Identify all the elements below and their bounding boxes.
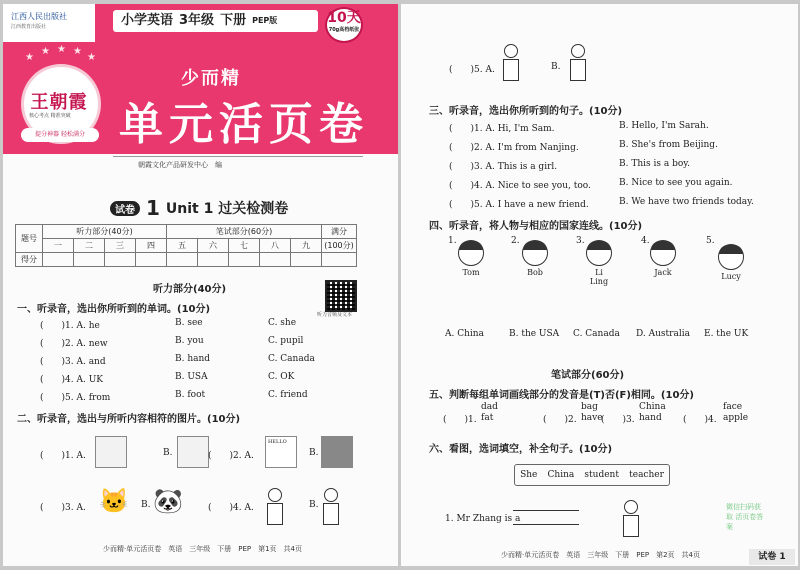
test-heading (110, 196, 288, 220)
score-cell[interactable] (167, 253, 198, 267)
grade-label: 3年级 (179, 13, 215, 28)
score-table-total: 满分 (322, 225, 357, 239)
country-option[interactable]: D. Australia (636, 329, 690, 339)
kid-number: 2. (511, 236, 520, 246)
q2-item-b: B. (141, 500, 151, 510)
q1-option-b: B. USA (175, 372, 208, 382)
q1-option-a: ( )2. A. new (40, 339, 108, 349)
page-footer: 少而精·单元活页卷 英语 三年级 下册 PEP 第1页 共4页 (103, 545, 302, 553)
term-label: 下册 (220, 13, 247, 28)
star-icon: ★ (25, 52, 34, 63)
star-icon: ★ (73, 46, 82, 57)
q1-option-b: B. see (175, 318, 203, 328)
score-col: 四 (136, 239, 167, 253)
answer-blank[interactable] (513, 510, 579, 511)
q1-option-b: B. you (175, 336, 204, 346)
country-option[interactable]: B. the USA (509, 329, 560, 339)
q2-item-b: B. (309, 448, 319, 458)
kid-number: 5. (706, 236, 715, 246)
star-icon: ★ (57, 44, 66, 55)
title-banner (3, 4, 398, 154)
boy-figure (501, 44, 521, 81)
kid-number: 1. (448, 236, 457, 246)
score-cell[interactable] (105, 253, 136, 267)
q1-option-b: B. foot (175, 390, 206, 400)
kid-tom: Tom (457, 240, 485, 277)
score-cell[interactable] (136, 253, 167, 267)
q1-option-a: ( )1. A. he (40, 321, 100, 331)
subject-bar (113, 10, 318, 32)
kid-number: 3. (576, 236, 585, 246)
q2-item-b: B. (309, 500, 319, 510)
score-col: 五 (167, 239, 198, 253)
q2-item: ( )5. A. (449, 65, 495, 75)
word-bank-item: China (547, 470, 575, 480)
q2-item: ( )4. A. (208, 503, 254, 513)
test-title: Unit 1 过关检测卷 (165, 201, 289, 217)
score-col: 一 (43, 239, 74, 253)
q1-option-c: C. OK (268, 372, 295, 382)
score-col: 二 (74, 239, 105, 253)
star-icon: ★ (41, 46, 50, 57)
score-row-label: 得分 (16, 253, 43, 267)
test-number: 1 (146, 196, 160, 220)
q5-word-pair: face apple (723, 402, 749, 423)
score-col: 六 (198, 239, 229, 253)
teacher-picture (321, 436, 353, 468)
kid-bob: Bob (521, 240, 549, 277)
hello-board-text: HELLO (268, 439, 287, 445)
score-cell[interactable] (260, 253, 291, 267)
kid-li-ling: Li Ling (585, 240, 613, 286)
score-table-header: 题号 (16, 225, 43, 253)
q2-item: ( )2. A. (208, 451, 254, 461)
q3-option-b: B. Nice to see you again. (619, 178, 733, 188)
score-cell[interactable] (291, 253, 322, 267)
q1-option-a: ( )4. A. UK (40, 375, 104, 385)
word-bank-item: She (520, 470, 538, 480)
score-cell[interactable] (322, 253, 357, 267)
word-bank-item: student (584, 470, 619, 480)
q5-word-pair: China hand (639, 402, 666, 423)
score-col: 三 (105, 239, 136, 253)
q3-option-a: ( )5. A. I have a new friend. (449, 200, 589, 210)
q5-prefix: ( )3. (601, 415, 635, 425)
q3-option-a: ( )4. A. Nice to see you, too. (449, 181, 591, 191)
landmark-picture (95, 436, 127, 468)
seal-name: 王朝霞 (30, 92, 88, 113)
editor-line: 朝霞文化产品研发中心 编 (138, 161, 222, 169)
q1-option-a: ( )3. A. and (40, 357, 106, 367)
q2-item: ( )1. A. (40, 451, 86, 461)
q1-option-b: B. hand (175, 354, 211, 364)
kid-jack: Jack (649, 240, 677, 277)
seal-ribbon: 提分神器 轻松满分 (21, 128, 99, 142)
q1-option-c: C. pupil (268, 336, 304, 346)
country-option[interactable]: A. China (445, 329, 484, 339)
series-small-title: 少而精 (181, 68, 241, 89)
q3-option-a: ( )3. A. This is a girl. (449, 162, 558, 172)
teacher-figure (621, 500, 641, 537)
q1-option-c: C. Canada (268, 354, 315, 364)
q2-item: ( )3. A. (40, 503, 86, 513)
word-bank (514, 464, 670, 486)
listening-section-title: 听力部分(40分) (153, 284, 227, 295)
q3-option-a: ( )1. A. Hi, I'm Sam. (449, 124, 555, 134)
page-footer: 少而精·单元活页卷 英语 三年级 下册 PEP 第2页 共4页 (501, 551, 700, 559)
q3-option-a: ( )2. A. I'm from Nanjing. (449, 143, 579, 153)
subject-name: 小学英语 (121, 13, 174, 28)
tower-picture (177, 436, 209, 468)
q5-word-pair: dad fat (481, 402, 498, 423)
q5-word-pair: bag have (581, 402, 603, 423)
score-table (15, 224, 357, 267)
q5-title: 五、判断每组单词画线部分的发音是(T)否(F)相同。(10分) (429, 390, 694, 401)
left-page (3, 4, 398, 566)
q2-title: 二、听录音，选出与所听内容相符的图片。(10分) (17, 414, 241, 425)
q5-prefix: ( )2. (543, 415, 577, 425)
kid-lucy: Lucy (717, 244, 745, 281)
cat-icon: 🐱 (99, 487, 129, 515)
q1-option-c: C. friend (268, 390, 308, 400)
q3-option-b: B. Hello, I'm Sarah. (619, 121, 709, 131)
qr-caption: 听力音频及文本 (317, 312, 353, 318)
country-option[interactable]: C. Canada (573, 329, 620, 339)
score-table-writing: 笔试部分(60分) (167, 225, 322, 239)
q1-title: 一、听录音，选出你所听到的单词。(10分) (17, 304, 211, 315)
panda-icon: 🐼 (153, 487, 183, 515)
score-col: 七 (229, 239, 260, 253)
exam-tag: 试卷 1 (749, 549, 795, 565)
qr-code-icon[interactable] (325, 280, 357, 312)
kid-number: 4. (641, 236, 650, 246)
right-page (401, 4, 798, 566)
test-badge: 试卷 (110, 201, 140, 216)
score-cell[interactable] (74, 253, 105, 267)
q4-title: 四、听录音，将人物与相应的国家连线。(10分) (429, 221, 643, 232)
q6-sentence: 1. Mr Zhang is a (445, 514, 521, 524)
score-cell[interactable] (43, 253, 74, 267)
score-col: 八 (260, 239, 291, 253)
ten-day-badge: 10天 70g高档纸张 (325, 7, 363, 43)
writing-section-title: 笔试部分(60分) (551, 370, 625, 381)
score-cell[interactable] (229, 253, 260, 267)
answer-blank[interactable] (513, 524, 579, 525)
girl-figure (568, 44, 588, 81)
q3-option-b: B. We have two friends today. (619, 197, 754, 207)
q2-item-b: B. (551, 62, 561, 72)
edition-label: PEP版 (252, 16, 278, 25)
score-col: 九 (291, 239, 322, 253)
q1-option-a: ( )5. A. from (40, 393, 111, 403)
seal-tagline: 核心考点 精准突破 (29, 113, 71, 119)
star-icon: ★ (87, 52, 96, 63)
score-table-listening: 听力部分(40分) (43, 225, 167, 239)
q1-option-c: C. she (268, 318, 297, 328)
divider (113, 156, 363, 157)
publisher-logo: 江西人民出版社 江西教育出版社 (11, 12, 67, 30)
word-bank-item: teacher (629, 470, 664, 480)
wechat-stamp: 微信扫码获取 活页卷答案 (726, 503, 764, 531)
q2-item-b: B. (163, 448, 173, 458)
q3-option-b: B. She's from Beijing. (619, 140, 718, 150)
q5-prefix: ( )4. (683, 415, 717, 425)
q6-title: 六、看图，选词填空，补全句子。(10分) (429, 444, 613, 455)
brand-seal (15, 44, 105, 144)
girl-figure (321, 488, 341, 525)
score-cell[interactable] (198, 253, 229, 267)
boy-figure (265, 488, 285, 525)
score-table-total-value: (100分) (322, 239, 357, 253)
q3-title: 三、听录音，选出你所听到的句子。(10分) (429, 106, 623, 117)
series-main-title: 单元活页卷 (119, 99, 369, 150)
classroom-picture (265, 436, 297, 468)
country-option[interactable]: E. the UK (704, 329, 749, 339)
q3-option-b: B. This is a boy. (619, 159, 691, 169)
q5-prefix: ( )1. (443, 415, 477, 425)
